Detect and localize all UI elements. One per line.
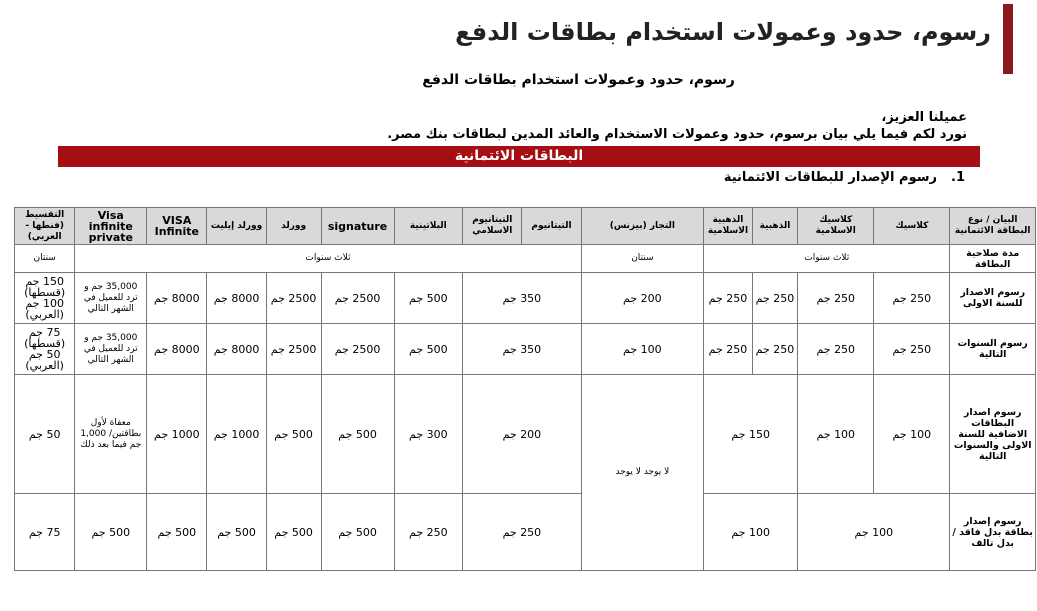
header-cell: كلاسيك bbox=[874, 208, 950, 245]
header-cell: Visa infinite private bbox=[75, 208, 147, 245]
section-title: رسوم الإصدار للبطاقات الائتمانية bbox=[723, 170, 937, 185]
table-cell: 200 جم bbox=[581, 273, 704, 324]
document-subtitle bbox=[0, 72, 1037, 88]
table-cell: 250 جم bbox=[798, 324, 874, 375]
table-cell: 100 جم bbox=[798, 375, 874, 494]
header-cell: التجار (بيزنس) bbox=[581, 208, 704, 245]
row-label: رسوم اصدار البطاقات الاضافية للسنة الاولى والسنوات التالية bbox=[950, 375, 1036, 494]
table-cell: 100 جم bbox=[874, 375, 950, 494]
table-cell: 250 جم bbox=[704, 273, 753, 324]
table-cell: 500 جم bbox=[266, 375, 321, 494]
table-cell: 2500 جم bbox=[321, 273, 394, 324]
table-cell: لا يوجد لا يوجد bbox=[581, 375, 704, 571]
header-cell: كلاسيك الاسلامية bbox=[798, 208, 874, 245]
header-cell: وورلد إيليت bbox=[207, 208, 266, 245]
section-heading bbox=[724, 170, 965, 185]
table-cell: 8000 جم bbox=[207, 273, 266, 324]
table-cell: 250 جم bbox=[874, 324, 950, 375]
row-label: مدة صلاحية البطاقة bbox=[950, 245, 1036, 273]
table-cell: 250 جم bbox=[394, 494, 463, 571]
table-cell: 500 جم bbox=[394, 324, 463, 375]
table-row bbox=[15, 245, 1036, 273]
table-cell: 500 جم bbox=[207, 494, 266, 571]
table-cell: 2500 جم bbox=[321, 324, 394, 375]
table-row bbox=[15, 273, 1036, 324]
table-cell: 500 جم bbox=[394, 273, 463, 324]
intro-paragraph: نورد لكم فيما يلي بيان برسوم، حدود وعمولات الاستخدام والعائد المدين لبطاقات بنك مصر. bbox=[387, 127, 967, 142]
document-subtitle-text: رسوم، حدود وعمولات استخدام بطاقات الدفع bbox=[422, 72, 735, 88]
header-cell: signature bbox=[321, 208, 394, 245]
table-cell: ثلاث سنوات bbox=[704, 245, 950, 273]
section-number: 1. bbox=[951, 170, 965, 185]
row-label: رسوم السنوات التالية bbox=[950, 324, 1036, 375]
table-cell: 500 جم bbox=[321, 375, 394, 494]
table-cell: 350 جم bbox=[463, 324, 581, 375]
table-cell: 100 جم bbox=[704, 494, 798, 571]
table-cell: 1000 جم bbox=[207, 375, 266, 494]
table-cell: 500 جم bbox=[266, 494, 321, 571]
table-cell: 2500 جم bbox=[266, 273, 321, 324]
table-cell: سنتان bbox=[15, 245, 75, 273]
table-cell: 250 جم bbox=[874, 273, 950, 324]
table-cell: 100 جم bbox=[581, 324, 704, 375]
row-label: رسوم إصدار بطاقة بدل فاقد /بدل تالف bbox=[950, 494, 1036, 571]
table-header-row bbox=[15, 208, 1036, 245]
section-banner: البطاقات الائتمانية bbox=[58, 146, 980, 167]
header-cell: VISA Infinite bbox=[147, 208, 207, 245]
table-cell: 250 جم bbox=[798, 273, 874, 324]
table-cell: 2500 جم bbox=[266, 324, 321, 375]
greeting: عميلنا العزيز، bbox=[881, 110, 967, 125]
table-cell: 50 جم bbox=[15, 375, 75, 494]
table-cell: 250 جم bbox=[463, 494, 581, 571]
table-cell: 250 جم bbox=[704, 324, 753, 375]
header-cell: البلاتينية bbox=[394, 208, 463, 245]
table-cell: 35,000 جم و ترد للعميل في الشهر التالي bbox=[75, 324, 147, 375]
table-cell: 200 جم bbox=[463, 375, 581, 494]
table-cell: معفاة لأول بطاقتين/ 1,000 جم فيما بعد ذلك bbox=[75, 375, 147, 494]
page-title: رسوم، حدود وعمولات استخدام بطاقات الدفع bbox=[455, 18, 991, 46]
table-cell: 8000 جم bbox=[147, 273, 207, 324]
table-row bbox=[15, 324, 1036, 375]
row-label: رسوم الاصدار للسنة الاولى bbox=[950, 273, 1036, 324]
table-cell: 250 جم bbox=[752, 324, 797, 375]
table-cell: سنتان bbox=[581, 245, 704, 273]
table-cell: 350 جم bbox=[463, 273, 581, 324]
header-cell: وورلد bbox=[266, 208, 321, 245]
table-cell: 150 جم (قسطها) 100 جم (العربي) bbox=[15, 273, 75, 324]
table-cell: 250 جم bbox=[752, 273, 797, 324]
title-accent-bar bbox=[1003, 4, 1013, 74]
header-cell: الذهبية bbox=[752, 208, 797, 245]
header-cell: الذهبية الاسلامية bbox=[704, 208, 753, 245]
table-cell: 8000 جم bbox=[147, 324, 207, 375]
table-cell: 100 جم bbox=[798, 494, 950, 571]
table-cell: 300 جم bbox=[394, 375, 463, 494]
table-cell: 75 جم (قسطها) 50 جم (العربي) bbox=[15, 324, 75, 375]
table-row bbox=[15, 494, 1036, 571]
table-cell: 1000 جم bbox=[147, 375, 207, 494]
table-cell: 500 جم bbox=[321, 494, 394, 571]
table-cell: 35,000 جم و ترد للعميل في الشهر التالي bbox=[75, 273, 147, 324]
header-cell: التيتانيوم الاسلامي bbox=[463, 208, 522, 245]
table-cell: 150 جم bbox=[704, 375, 798, 494]
table-cell: 500 جم bbox=[147, 494, 207, 571]
header-cell: البيان / نوع البطاقة الائتمانية bbox=[950, 208, 1036, 245]
table-cell: 75 جم bbox=[15, 494, 75, 571]
fees-table bbox=[14, 207, 1036, 571]
table-cell: 8000 جم bbox=[207, 324, 266, 375]
table-cell: ثلاث سنوات bbox=[75, 245, 581, 273]
header-cell: التقسيط (فنطها - العربي) bbox=[15, 208, 75, 245]
header-cell: التيتانيوم bbox=[522, 208, 581, 245]
table-cell: 500 جم bbox=[75, 494, 147, 571]
table-row bbox=[15, 375, 1036, 494]
